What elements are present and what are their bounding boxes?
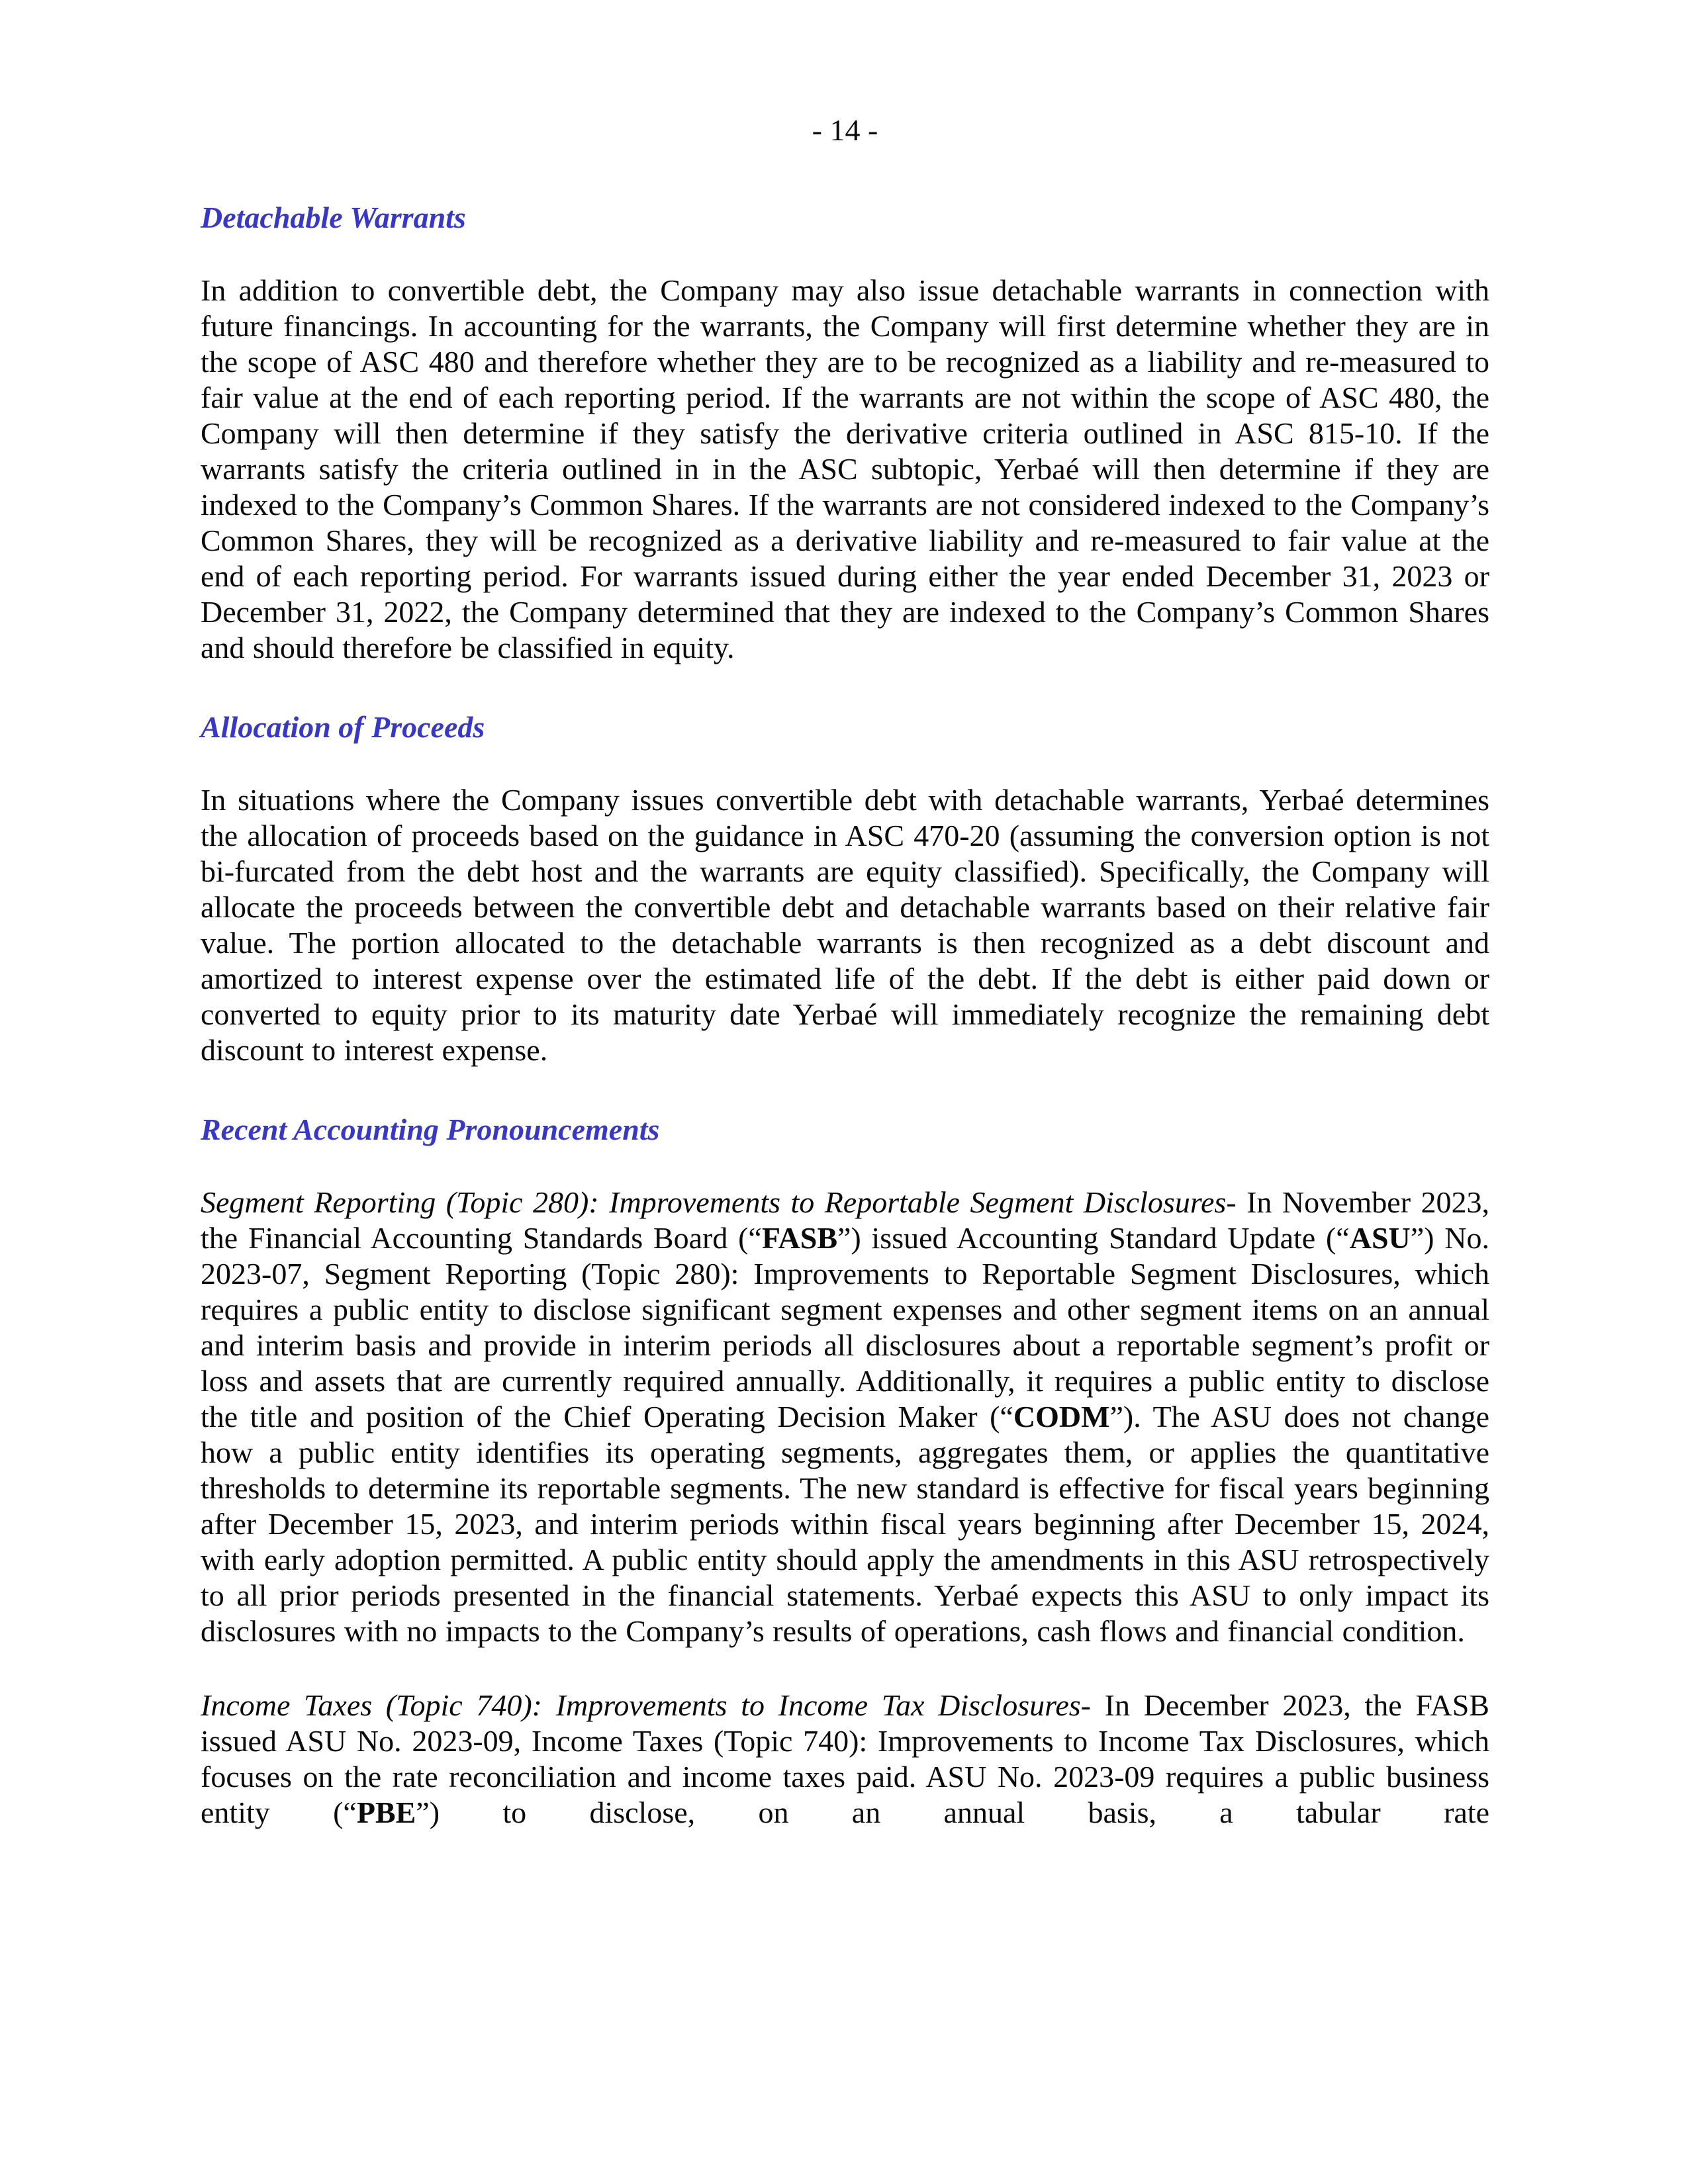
section-detachable-warrants bbox=[201, 200, 1489, 666]
section-allocation-of-proceeds bbox=[201, 709, 1489, 1068]
paragraph-allocation-of-proceeds: In situations where the Company issues convertible debt with detachable warrants, Yerbaé determines the allocation of proceeds based on the guidance in ASC 470-20 (assuming the conversion option is not bi-furcated from the debt host and the warrants are equity classified). Specifically, the Company will allocate the proceeds between the convertible debt and detachable warrants based on their relative fair value. The portion allocated to the detachable warrants is then recognized as a debt discount and amortized to interest expense over the estimated life of the debt. If the debt is either paid down or converted to equity prior to its maturity date Yerbaé will immediately recognize the remaining debt discount to interest expense. bbox=[201, 783, 1489, 1067]
heading-detachable-warrants: Detachable Warrants bbox=[201, 201, 466, 234]
paragraph-income-taxes: Income Taxes (Topic 740): Improvements to Income Tax Disclosures- In December 2023, the FASB issued ASU No. 2023-09, Income Taxes (Topic 740): Improvements to Income Tax Disclosures, which focuses on the rate reconciliation and income taxes paid. ASU No. 2023-09 requires a public business entity (“PBE”) to disclose, on an annual basis, a tabular rate bbox=[201, 1688, 1490, 1829]
paragraph-detachable-warrants: In addition to convertible debt, the Company may also issue detachable warrants in connection with future financings. In accounting for the warrants, the Company will first determine whether they are in the scope of ASC 480 and therefore whether they are to be recognized as a liability and re-measured to fair value at the end of each reporting period. If the warrants are not within the scope of ASC 480, the Company will then determine if they satisfy the derivative criteria outlined in ASC 815-10. If the warrants satisfy the criteria outlined in in the ASC subtopic, Yerbaé will then determine if they are indexed to the Company’s Common Shares. If the warrants are not considered indexed to the Company’s Common Shares, they will be recognized as a derivative liability and re-measured to fair value at the end of each reporting period. For warrants issued during either the year ended December 31, 2023 or December 31, 2022, the Company determined that they are indexed to the Company’s Common Shares and should therefore be classified in equity. bbox=[201, 273, 1489, 664]
heading-allocation-of-proceeds: Allocation of Proceeds bbox=[201, 710, 485, 744]
section-recent-accounting-pronouncements bbox=[201, 1112, 1489, 1831]
page-number: - 14 - bbox=[812, 113, 878, 147]
paragraph-segment-reporting: Segment Reporting (Topic 280): Improvements to Reportable Segment Disclosures- In November 2023, the Financial Accounting Standards Board (“FASB”) issued Accounting Standard Update (“ASU”) No. 2023-07, Segment Reporting (Topic 280): Improvements to Reportable Segment Disclosures, which requires a public entity to disclose significant segment expenses and other segment items on an annual and interim basis and provide in interim periods all disclosures about a reportable segment’s profit or loss and assets that are currently required annually. Additionally, it requires a public entity to disclose the title and position of the Chief Operating Decision Maker (“CODM”). The ASU does not change how a public entity identifies its operating segments, aggregates them, or applies the quantitative thresholds to determine its reportable segments. The new standard is effective for fiscal years beginning after December 15, 2023, and interim periods within fiscal years beginning after December 15, 2024, with early adoption permitted. A public entity should apply the amendments in this ASU retrospectively to all prior periods presented in the financial statements. Yerbaé expects this ASU to only impact its disclosures with no impacts to the Company’s results of operations, cash flows and financial condition. bbox=[201, 1185, 1489, 1648]
heading-recent-accounting-pronouncements: Recent Accounting Pronouncements bbox=[201, 1113, 660, 1146]
